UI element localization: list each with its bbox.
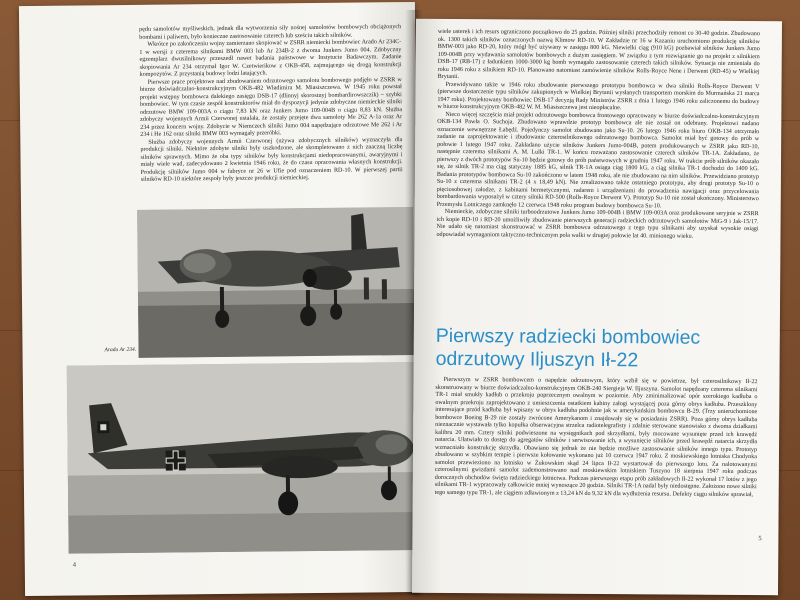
left-page — [19, 2, 421, 596]
heading-line-1: Pierwszy radziecki bombowiec — [435, 324, 701, 349]
heading-line-2: odrzutowy Iljuszyn Ił-22 — [435, 347, 639, 372]
arado-front-image — [137, 207, 415, 358]
page-number-right: 5 — [758, 535, 762, 543]
paragraph: pędu samolotów myśliwskich, jednak dla wytworzenia siły nośnej samolotów bombowych obciążonych bombami i paliwem, było konieczne zastosowanie czterech lub sześciu takich silników. — [139, 24, 402, 41]
right-page — [412, 19, 782, 596]
paragraph: Służba zdobyczy wojennych Armii Czerwonej (używa zdobycznych silników) wyznaczyła dla produkcji silniki. Niektóre zdobyte silniki były uszkodzone, ale skompletowano z nich znaczną liczbę silników sprawnych. Mimo że oba typy silników były konstrukcjami niedopracowanymi, awaryjnymi i miały wiele wad, zadecydowano 2 kwietnia 1946 roku, że do czasu opracowania własnych konstrukcji. Produkcję silników Jumo 004 w fabryce nr 26 w Ufie pod oznaczeniem RD-10. W pierwszej partii silników RD-10 niektóre zespoły były jeszcze produkcji niemieckiej. — [140, 136, 403, 183]
section-heading — [436, 325, 766, 373]
paragraph: Pierwsze prace projektowe nad zbudowaniem odrzutowego samolotu bombowego podjęło w ZSRR w biurze doświadczalno-konstrukcyjnym OKB-482 Władimira M. Miasiszczewa. W 1945 roku powstał projekt wstępny bombowca dalekiego zasięgu DSB-17 (dlinnyj skorostnyj bombardirowszczik) – szybki bombowiec. W tym czasie zespół konstruktorów miał do dyspozycji jedynie zdobyczne niemieckie silniki odrzutowe BMW 109-003A o ciągu 7,83 kN oraz Junkers Jumo 109-004B o ciągu 8,83 kN. Służba zdobyczy wojennych Armii Czerwonej ustalała, że zostały przejęte dwa samoloty Me 262 A-1a oraz Ar 234 przez koncern wojny. Zdobycie w Niemczech silniki Jumo 004 napędzające odrzutowe Me 262 i Ar 234 i He 162 oraz silniki BMW 003 wymagały przeróbki. — [139, 76, 403, 138]
arado-side-image — [67, 362, 417, 554]
right-top-text — [436, 29, 760, 331]
arado-photo-front — [137, 207, 415, 358]
paragraph: wiele usterek i ich resurs ograniczono początkowo do 25 godzin. Później silniki przechodziły remont co 30-40 godzin. Zbudowano ok. 1300 takich silników oznaczonych nazwą Klimow RD-10. W Zakładzie nr 16 w Kazaniu uruchomiono produkcję silników BMW-003 jako RD-20, który mógł być używany w zasięgu 800 kG. Niewielki ciąg (910 kG) pozbawiał silników Junkers Jumo 109-004B przy wydawania samolotów bombowych z dużym zasięgiem. W związku z tym rozwiązanie go na projekt z silnikiem DSB-17 (RB-17) z ładunkiem 1000-3000 kg bomb wymagało zastosowanie czterech takich silników. Sytuacja nie zmieniała do roku 1946 roku z silnikiem RD-10. Planowano natomiast zamówienie silników Rolls-Royce Nene i Derwent (RD-45) w Wielkiej Brytanii. — [437, 28, 760, 81]
paragraph: Nieco więcej szczęścia miał projekt odrzutowego bombowca frontowego opracowany w biurze doświadczalno-konstrukcyjnym OKB-134 Pawła O. Suchoja. Zbudowano wprawdzie prototyp bombowca ale nie został on odebrany. Projektowi nadano oznaczenie wewnętrzne Łabędź. Pojedynczy samolot zbudowano jako Su-10. 26 lutego 1946 roku biuro OKB-134 otrzymało zadanie na zaprojektowanie i zbudowanie czterosilnikowego odrzutowego bombowca. Samolot miał być gotowy do prób w połowie 1 lutego 1947 roku. Zakładano użycie silników Junkers Jumo-004B, potem produkowanych w ZSRR jako RD-10, następnie czterema silnikami A. M. Lulki TR-1. W końcu rozważano zastosowanie czterech silników TR-1A. Zakładano, że pierwszy z dwóch prototypów Su-10 będzie gotowy do prób państwowych w grudniu 1947 roku. W trakcie prób silników okazało się, że silnik TR-2 ma ciąg statyczny 1885 kG, silnik TR-1A osiąga ciąg 1800 kG, a ciąg silnika TR-1 dochodzi do 1400 kG. Badania prototypów bombowca Su-10 zakończono w latem 1948 roku, ale nie zbudowano na nim silników. Przewidziano prototyp Su-10 z czterema silnikami TR-2 (4 x 18,49 kN). Nie zrealizowano także ostatniego prototypu, aby drugi prototyp Su-10 o pięciosobowej załodze, z kabinami hermetycznymi, radarem i urządzeniami do prowadzenia nawigacji oraz przycelowania bombardowania wyposażył w cztery silniki RD-500 (Rolls-Royce Derwent V). Prototyp Su-10 nie został ukończony. Ministerstwo Przemysłu Lotniczego zamknęło 12 czerwca 1948 roku program budowy bombowca Su-10. — [436, 111, 760, 209]
paragraph: Pierwszym w ZSRR bombowcem o napędzie odrzutowym, który wzbił się w powietrze, był czterosilnikowy Ił-22 skonstruowany w biurze doświadczalno-konstrukcyjnym OKB-240 Siergieja W. Iljuszyna. Samolot napędzany czterema silnikami TR-1 miał smukły kadłub o przekroju poprzecznym owalnym w poziomie. Aby zminimalizować opór szerokiego kadłuba o owalnym przekroju zaprojektowano z umieszczenia ostatkiem kabiny załogi wystającej poza górny obrys kadłuba. Przeszklony interesujące przód kadłuba był wpisany w obrys kadłuba podobnie jak w amerykańskim bombowcu B-29. (Trzy unieruchomione bombowce Boeing B-29 nie zostały zwrócone Amerykanom i znajdowały się w posiadaniu ZSRR). Poza górny obrys kadłuba nieznacznie wystawała tylko kopułka obserwacyjna strzelca radiotelegrafisty i zdalnie sterowane stanowisko z dwoma działkami kalibru 20 mm. Cztery silniki podwieszone na wysięgnikach pod skrzydłami, były mocowane wysunięte przed ich krawędź natarcia. Ułatwiało to dostęp do agregatów silników i serwisowanie ich, a wysunięcie silników przed krawędź natarcia skrzydła wzmacniało konstrukcję skrzydła. Obawiano się jednak że nie będzie możliwe zastosowanie silników innego typu. Prototyp zbudowano w szybkim tempie i pierwsze kołowanie wykonano już 10 czerwca 1947 roku. Z moskiewskiego lotniska Chodynka samolot przewieziono na lotnisko w Żukowskim skąd 24 lipca Ił-22 wystartował do pierwszego lotu. Za nalotowanymi czterosilnymi gwizdami samolot zademonstrowano nad moskiewskim lotniskiem Tuszyno 18 sierpnia 1947 roku podczas dorocznych obchodów święta radzieckiego lotnictwa. Podczas pierwszego etapu prób zakładowych Ił-22 wykonał 17 lotów z jego silnikami TR-1 wypracowały całkowicie mniej wynoszące 20 godzin. Silniki TR-1A nadal były niedostępne. Założono nowe silniki tego samego typu TR-1, ale ciągiem zdławionym z 13,24 kN do 9,32 kN dla wydłużenia resursu. Defekty ciągu silników sprawiał, — [434, 376, 758, 498]
photo-caption: Arado Ar 234. — [104, 346, 137, 354]
paragraph: Wkrótce po zakończeniu wojny zamierzano skopiować w ZSRR niemiecki bombowiec Arado Ar 234C-1 w wersji z czterema silnikami BMW 003 lub Ar 234B-2 z dwoma Junkers Jumo 004. Zdobyczny egzemplarz dwusilnikowy przeszedł nawet badania państwowe w Instytucie Badawczym. Zadanie skopiowania Ar 234 otrzymał Igor W. Czetwierikow z OKB-458, zajmującego się drogą konstrukcji kompozytów. Z przystanią budowy lodzi latających. — [139, 39, 402, 78]
arado-photo-side — [67, 362, 417, 554]
paragraph: Niemieckie, zdobyczne silniki turboodrzutowe Junkers Jumo 109-004B i BMW 109-003A oraz produkowane seryjnie w ZSRR ich kopie RD-10 i RD-20 umożliwiły zbudowanie pierwszych generacji radzieckich odrzutowych samolotów MiG-9 i Jak-15/17. Nie udało się natomiast skonstruować w ZSRR bombowca odrzutowego z tego typu silnikami aby uzyskał wysokie osiągi odpowiadał wymaganiom taktyczno-technicznym pola walki w drugiej połowie lat 40. minionego wieku. — [436, 208, 759, 240]
left-top-text — [139, 24, 403, 232]
paragraph: Przewidywano także w 1946 roku zbudowanie pierwszego prototypu bombowca w dwa silniki Rolls-Royce Derwent V (pierwsze dostarczenie typu silników zakupionych w Wielkiej Brytanii wysłanych transportem morskim do Murmańska 21 marca 1947 roku). Projektowany bombowiec DSB-17 decyzją Rady Ministrów ZSRR z dnia 1 lutego 1946 roku zaliczonemu do budowy w biurze konstrukcyjnym OKB-482 W. M. Miasiszczewa jest nieopłacalne. — [437, 81, 760, 112]
page-number-left: 4 — [72, 561, 77, 569]
right-section-text — [434, 377, 757, 575]
